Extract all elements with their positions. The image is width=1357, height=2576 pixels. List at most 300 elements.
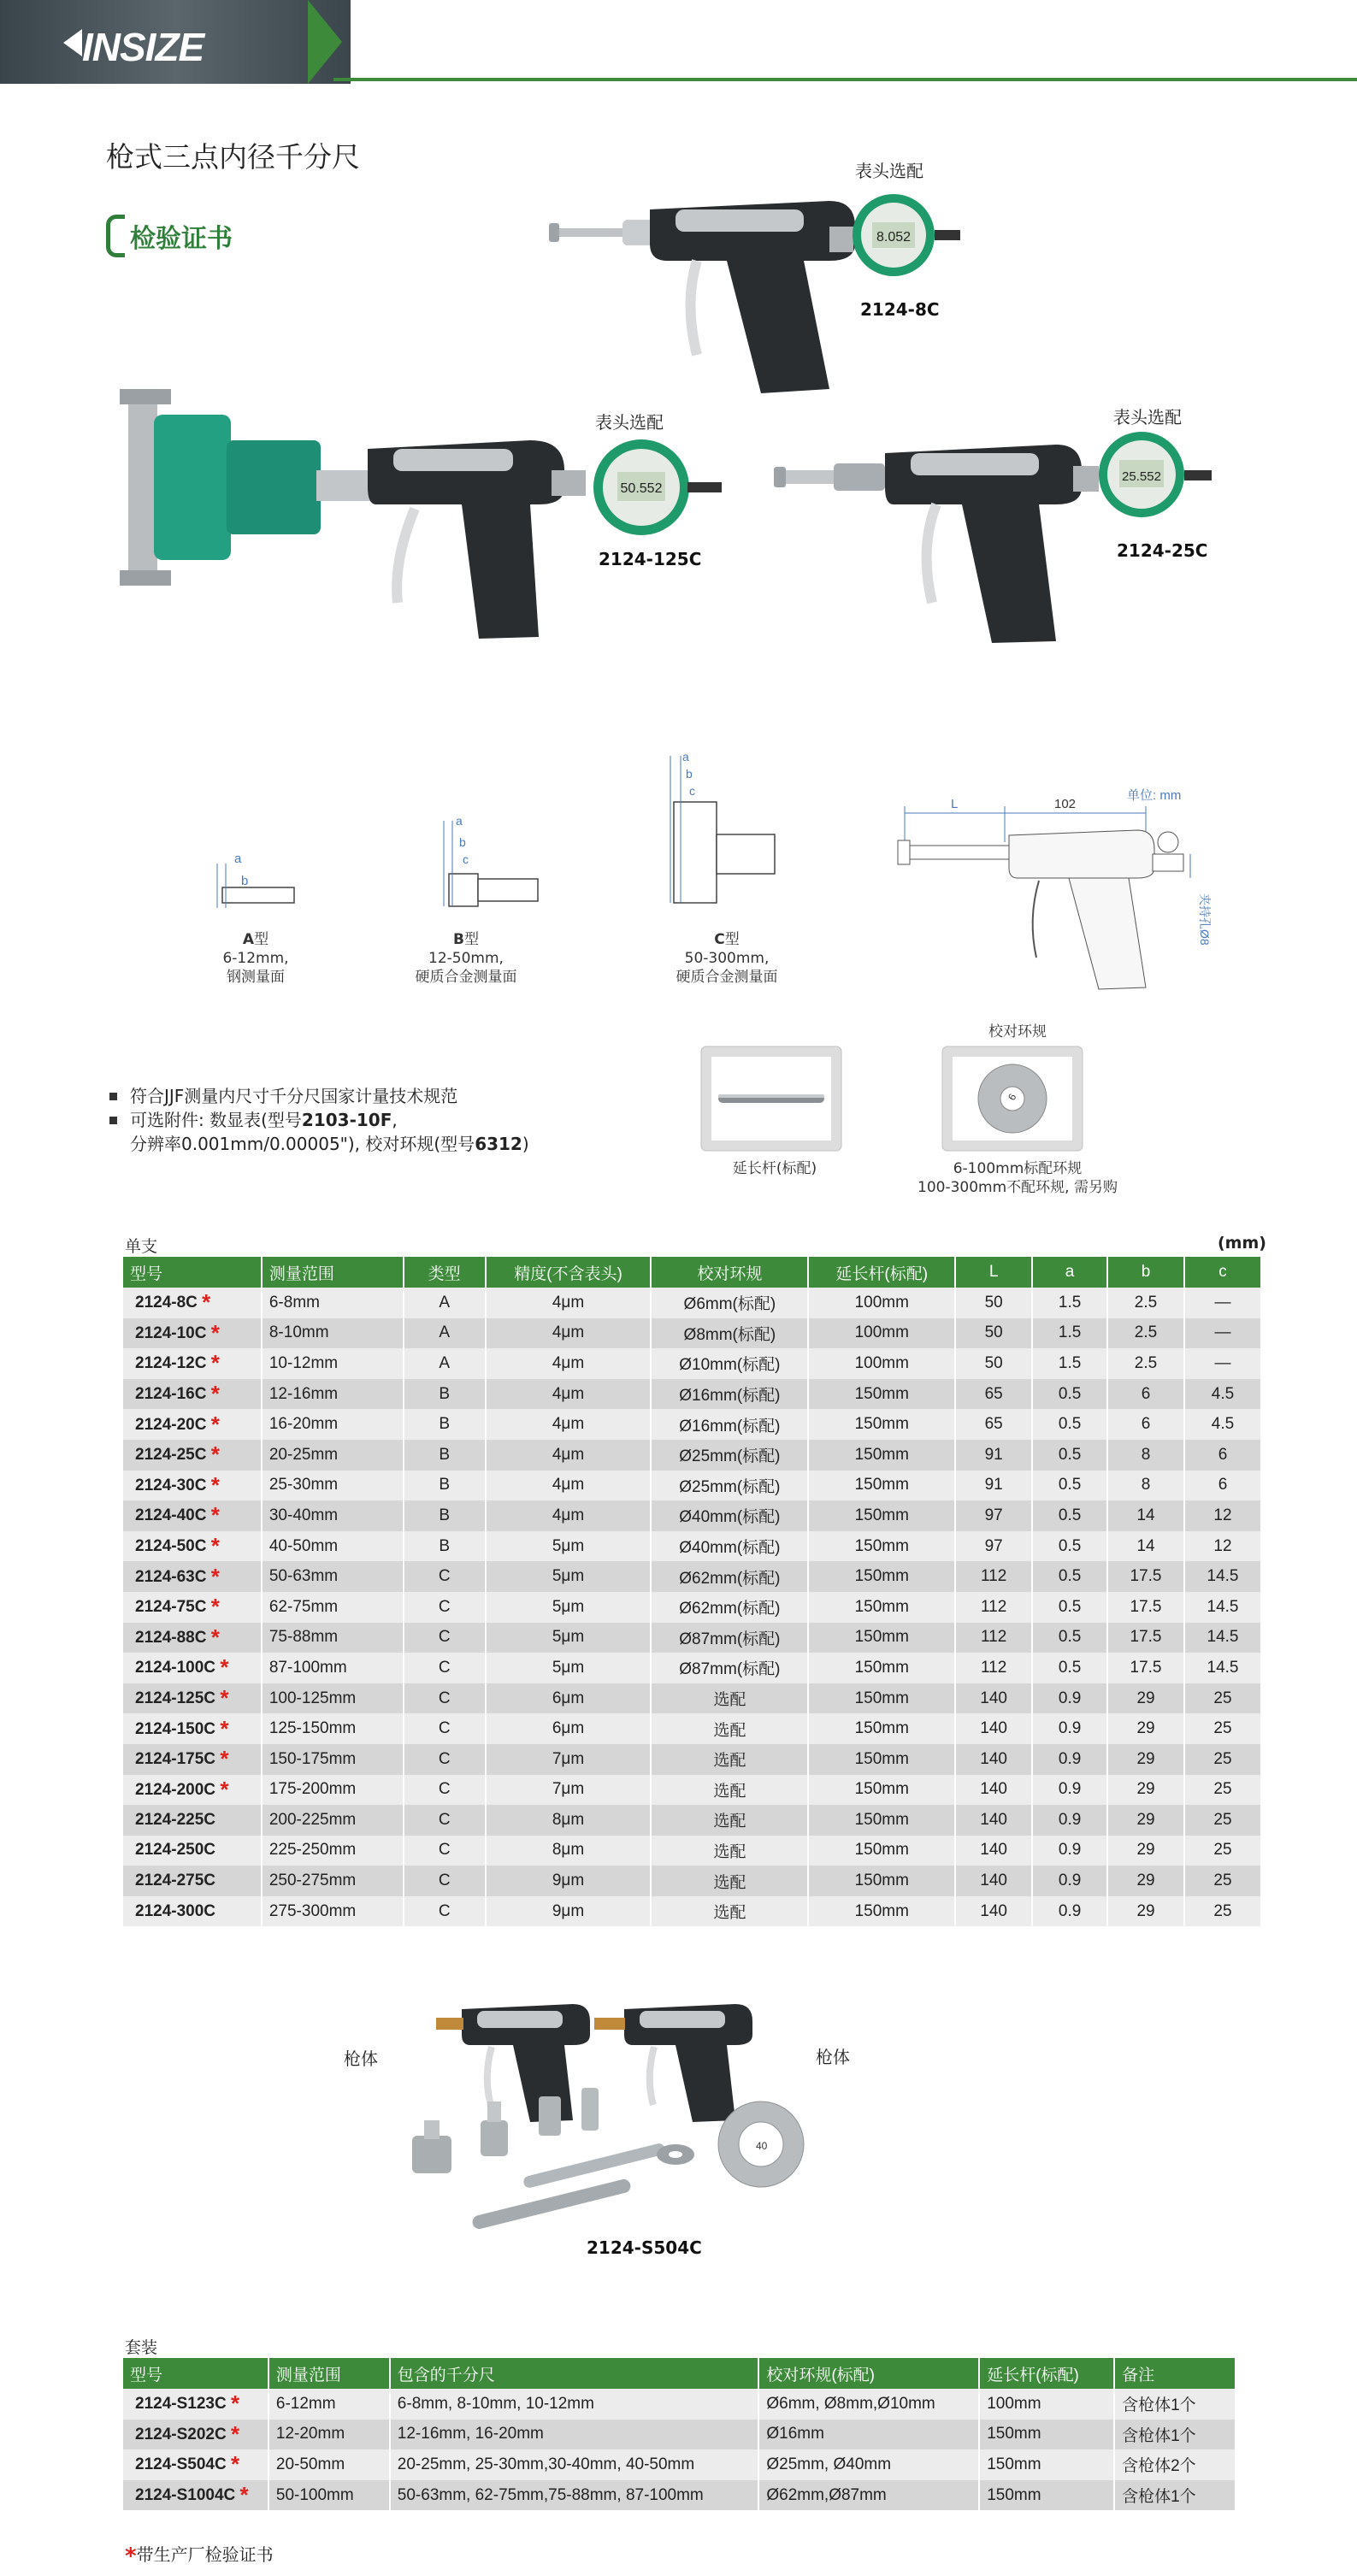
model-cell: 2124-40C * [123, 1500, 262, 1531]
table-cell: Ø62mm(标配) [651, 1592, 808, 1623]
certificate-star-icon: * [210, 1624, 220, 1650]
table-cell: 150mm [808, 1775, 955, 1806]
table-cell: 150mm [979, 2480, 1114, 2511]
single-spec-table [123, 1257, 1262, 1926]
svg-text:8.052: 8.052 [876, 230, 912, 245]
extension-rod-label: 延长杆(标配) [732, 1160, 817, 1177]
table-cell: 50 [955, 1318, 1032, 1349]
single-table-row [123, 1409, 1261, 1440]
table-cell: 20-25mm, 25-30mm,30-40mm, 40-50mm [390, 2449, 759, 2480]
table-cell: 17.5 [1107, 1592, 1184, 1623]
table-cell: 150mm [979, 2420, 1114, 2450]
table-cell: C [404, 1592, 486, 1623]
table-cell: 6 [1107, 1379, 1184, 1410]
table-cell: 选配 [651, 1805, 808, 1836]
kit-label-left: 枪体 [344, 2048, 378, 2069]
single-table-row [123, 1866, 1261, 1896]
table-cell: 4μm [486, 1440, 652, 1471]
table-cell: 125-150mm [262, 1713, 404, 1744]
type-c-diagram [658, 752, 778, 915]
ring-gauge-note: 6-100mm标配环规 100-300mm不配环规, 需另购 [917, 1160, 1118, 1196]
table-cell: 150mm [808, 1866, 955, 1896]
certificate-star-icon: * [210, 1319, 220, 1346]
table-cell: C [404, 1623, 486, 1653]
table-cell: 6μm [486, 1713, 652, 1744]
table-cell: 150mm [808, 1744, 955, 1775]
table-cell: 140 [955, 1805, 1032, 1836]
set-table-row [123, 2480, 1236, 2511]
single-table-row [123, 1561, 1261, 1592]
single-table-row [123, 1471, 1261, 1501]
svg-text:b: b [686, 767, 693, 781]
table-cell: 12 [1184, 1500, 1261, 1531]
model-cell: 2124-12C * [123, 1348, 262, 1379]
table-cell: 4μm [486, 1288, 652, 1318]
table-cell: 150mm [808, 1836, 955, 1866]
table-cell: 65 [955, 1409, 1032, 1440]
model-cell: 2124-16C * [123, 1379, 262, 1410]
table-cell: 62-75mm [262, 1592, 404, 1623]
svg-text:25.552: 25.552 [1122, 469, 1161, 484]
table-cell: 150mm [808, 1623, 955, 1653]
table-cell: C [404, 1653, 486, 1683]
table-cell: 140 [955, 1866, 1032, 1896]
table-cell: 20-25mm [262, 1440, 404, 1471]
certificate-star-icon: * [210, 1471, 220, 1498]
single-table-row [123, 1379, 1261, 1410]
type-c-caption: C型 50-300mm, 硬质合金测量面 [676, 931, 778, 986]
set-table-row [123, 2389, 1236, 2420]
table-cell: 30-40mm [262, 1500, 404, 1531]
table-cell: 14.5 [1184, 1653, 1261, 1683]
table-cell: 6-8mm, 8-10mm, 10-12mm [390, 2389, 759, 2420]
svg-text:102: 102 [1054, 797, 1077, 811]
table-cell: 25-30mm [262, 1471, 404, 1501]
single-table-row [123, 1500, 1261, 1531]
table-cell: C [404, 1896, 486, 1927]
table-cell: Ø87mm(标配) [651, 1653, 808, 1683]
table-cell: 8 [1107, 1440, 1184, 1471]
type-a-diagram [205, 846, 308, 915]
table-cell: 140 [955, 1896, 1032, 1927]
single-table-row [123, 1288, 1261, 1318]
table-cell: Ø10mm(标配) [651, 1348, 808, 1379]
table-cell: 150-175mm [262, 1744, 404, 1775]
table-cell: 含枪体1个 [1114, 2420, 1236, 2450]
table-cell: 14.5 [1184, 1561, 1261, 1592]
table-cell: 0.5 [1032, 1409, 1107, 1440]
set-spec-table [123, 2358, 1236, 2510]
table-cell: 140 [955, 1836, 1032, 1866]
table-cell: 29 [1107, 1683, 1184, 1714]
extension-rod-image [699, 1045, 843, 1152]
single-header-cell: 型号 [123, 1257, 262, 1288]
single-table-row [123, 1805, 1261, 1836]
table-cell: 100mm [979, 2389, 1114, 2420]
type-b-caption: B型 12-50mm, 硬质合金测量面 [415, 931, 517, 986]
svg-text:c: c [463, 852, 469, 866]
table-cell: 6 [1184, 1440, 1261, 1471]
table-cell: 4μm [486, 1409, 652, 1440]
table-cell: B [404, 1409, 486, 1440]
table-cell: Ø8mm(标配) [651, 1318, 808, 1349]
table-cell: 0.5 [1032, 1623, 1107, 1653]
table-cell: 91 [955, 1471, 1032, 1501]
table-cell: 16-20mm [262, 1409, 404, 1440]
single-table-row [123, 1348, 1261, 1379]
table-cell: 29 [1107, 1775, 1184, 1806]
table-cell: 150mm [808, 1896, 955, 1927]
table-cell: B [404, 1440, 486, 1471]
set-header-cell: 备注 [1114, 2358, 1236, 2389]
table-cell: — [1184, 1288, 1261, 1318]
model-cell: 2124-175C * [123, 1744, 262, 1775]
table-cell: 0.5 [1032, 1471, 1107, 1501]
set-table-caption: 套装 [125, 2338, 158, 2357]
brand-logo: INSIZE [82, 25, 204, 69]
table-cell: 100mm [808, 1288, 955, 1318]
table-cell: 0.5 [1032, 1440, 1107, 1471]
table-cell: 8μm [486, 1805, 652, 1836]
table-cell: 8-10mm [262, 1318, 404, 1349]
table-cell: 4.5 [1184, 1409, 1261, 1440]
table-cell: 6 [1107, 1409, 1184, 1440]
table-cell: 1.5 [1032, 1288, 1107, 1318]
certificate-star-icon: * [220, 1776, 229, 1802]
table-cell: 14.5 [1184, 1623, 1261, 1653]
table-cell: 100mm [808, 1318, 955, 1349]
table-cell: 0.5 [1032, 1531, 1107, 1562]
model-cell: 2124-25C * [123, 1440, 262, 1471]
table-cell: 4.5 [1184, 1379, 1261, 1410]
table-cell: 含枪体1个 [1114, 2480, 1236, 2511]
kit-2124-s504c-image [402, 1992, 829, 2231]
table-cell: A [404, 1288, 486, 1318]
table-cell: 0.5 [1032, 1653, 1107, 1683]
model-label-125c: 2124-125C [599, 549, 702, 569]
svg-text:a: a [682, 752, 689, 763]
single-table-row [123, 1592, 1261, 1623]
table-cell: 150mm [808, 1683, 955, 1714]
table-cell: 0.9 [1032, 1744, 1107, 1775]
table-cell: 1.5 [1032, 1348, 1107, 1379]
table-cell: Ø25mm, Ø40mm [758, 2449, 979, 2480]
table-cell: 50-63mm, 62-75mm,75-88mm, 87-100mm [390, 2480, 759, 2511]
certificate-star-icon: * [220, 1685, 229, 1712]
table-cell: 7μm [486, 1775, 652, 1806]
certificate-star-icon: * [220, 1715, 229, 1742]
table-cell: 112 [955, 1623, 1032, 1653]
table-cell: 0.9 [1032, 1805, 1107, 1836]
logo-arrow-icon [60, 26, 86, 60]
single-table-row [123, 1744, 1261, 1775]
table-cell: 7μm [486, 1744, 652, 1775]
table-cell: 100mm [808, 1348, 955, 1379]
table-cell: 选配 [651, 1836, 808, 1866]
table-cell: 97 [955, 1500, 1032, 1531]
table-cell: 150mm [808, 1805, 955, 1836]
table-cell: C [404, 1836, 486, 1866]
gun-dimension-drawing [889, 782, 1240, 996]
ring-gauge-title: 校对环规 [988, 1023, 1047, 1040]
set-table-header [123, 2358, 1236, 2389]
model-cell: 2124-225C [123, 1805, 262, 1836]
table-cell: 12-16mm, 16-20mm [390, 2420, 759, 2450]
table-cell: 0.5 [1032, 1500, 1107, 1531]
table-cell: 25 [1184, 1805, 1261, 1836]
gun-2124-25c-image [774, 419, 1236, 650]
set-header-cell: 校对环规(标配) [758, 2358, 979, 2389]
table-cell: 40-50mm [262, 1531, 404, 1562]
option-label-8c: 表头选配 [855, 161, 923, 181]
table-cell: B [404, 1500, 486, 1531]
single-table-row [123, 1836, 1261, 1866]
svg-text:单位: mm: 单位: mm [1127, 788, 1182, 803]
table-cell: 97 [955, 1531, 1032, 1562]
table-cell: C [404, 1744, 486, 1775]
model-cell: 2124-S123C * [123, 2389, 268, 2420]
page-title: 枪式三点内径千分尺 [106, 140, 360, 174]
table-cell: 140 [955, 1744, 1032, 1775]
table-cell: 25 [1184, 1896, 1261, 1927]
model-cell: 2124-50C * [123, 1531, 262, 1562]
table-cell: Ø16mm(标配) [651, 1409, 808, 1440]
certificate-star-icon: * [230, 2420, 240, 2447]
table-cell: 0.5 [1032, 1561, 1107, 1592]
certificate-star-icon: * [210, 1381, 220, 1407]
table-cell: 50-100mm [268, 2480, 390, 2511]
table-cell: Ø87mm(标配) [651, 1623, 808, 1653]
table-cell: 29 [1107, 1866, 1184, 1896]
certificate-star-icon: * [210, 1350, 220, 1376]
single-table-unit: (mm) [1218, 1234, 1266, 1253]
table-cell: 6 [1184, 1471, 1261, 1501]
model-cell: 2124-75C * [123, 1592, 262, 1623]
dial-2124-125c-image [590, 436, 727, 556]
table-cell: 14 [1107, 1500, 1184, 1531]
table-cell: 0.9 [1032, 1836, 1107, 1866]
svg-text:c: c [689, 784, 695, 798]
table-cell: 140 [955, 1683, 1032, 1714]
svg-text:a: a [456, 814, 463, 828]
header-chevron [308, 0, 342, 84]
single-table-row [123, 1683, 1261, 1714]
single-header-cell: L [955, 1257, 1032, 1288]
table-cell: 选配 [651, 1683, 808, 1714]
table-cell: 25 [1184, 1744, 1261, 1775]
table-cell: Ø25mm(标配) [651, 1440, 808, 1471]
single-header-cell: 延长杆(标配) [808, 1257, 955, 1288]
table-cell: 0.5 [1032, 1592, 1107, 1623]
table-cell: 4μm [486, 1318, 652, 1349]
model-cell: 2124-S202C * [123, 2420, 268, 2450]
single-header-cell: 测量范围 [262, 1257, 404, 1288]
certificate-star-icon: * [239, 2482, 249, 2508]
table-cell: 150mm [808, 1531, 955, 1562]
table-cell: 150mm [808, 1500, 955, 1531]
table-cell: 50 [955, 1288, 1032, 1318]
table-cell: 9μm [486, 1896, 652, 1927]
model-cell: 2124-125C * [123, 1683, 262, 1714]
svg-text:a: a [234, 852, 242, 866]
table-cell: Ø6mm, Ø8mm,Ø10mm [758, 2389, 979, 2420]
table-cell: 8μm [486, 1836, 652, 1866]
table-cell: 选配 [651, 1713, 808, 1744]
table-cell: 25 [1184, 1713, 1261, 1744]
table-cell: 150mm [808, 1379, 955, 1410]
table-cell: 4μm [486, 1500, 652, 1531]
table-cell: 29 [1107, 1713, 1184, 1744]
table-cell: A [404, 1318, 486, 1349]
kit-label-right: 枪体 [816, 2047, 850, 2067]
option-label-25c: 表头选配 [1113, 407, 1182, 427]
table-cell: 14 [1107, 1531, 1184, 1562]
table-cell: 选配 [651, 1866, 808, 1896]
table-cell: B [404, 1471, 486, 1501]
single-header-cell: c [1184, 1257, 1261, 1288]
table-cell: 225-250mm [262, 1836, 404, 1866]
table-cell: — [1184, 1348, 1261, 1379]
table-cell: 175-200mm [262, 1775, 404, 1806]
note-optional: 可选附件: 数显表(型号2103-10F, [109, 1108, 529, 1132]
table-cell: 6-8mm [262, 1288, 404, 1318]
table-cell: 20-50mm [268, 2449, 390, 2480]
table-cell: 29 [1107, 1805, 1184, 1836]
certificate-star-icon: * [210, 1533, 220, 1559]
table-cell: C [404, 1683, 486, 1714]
svg-text:夹持孔Ø8: 夹持孔Ø8 [1198, 893, 1212, 946]
set-header-cell: 包含的千分尺 [390, 2358, 759, 2389]
single-table-row [123, 1775, 1261, 1806]
table-cell: Ø62mm,Ø87mm [758, 2480, 979, 2511]
svg-text:L: L [951, 797, 959, 811]
table-cell: C [404, 1866, 486, 1896]
table-cell: B [404, 1379, 486, 1410]
single-header-cell: 类型 [404, 1257, 486, 1288]
model-cell: 2124-150C * [123, 1713, 262, 1744]
table-cell: 91 [955, 1440, 1032, 1471]
table-cell: 10-12mm [262, 1348, 404, 1379]
table-cell: 100-125mm [262, 1683, 404, 1714]
table-cell: 50-63mm [262, 1561, 404, 1592]
svg-text:50.552: 50.552 [620, 481, 663, 496]
table-cell: 5μm [486, 1561, 652, 1592]
table-cell: Ø40mm(标配) [651, 1500, 808, 1531]
table-cell: 150mm [808, 1592, 955, 1623]
table-cell: 5μm [486, 1623, 652, 1653]
type-a-caption: A型 6-12mm, 钢测量面 [222, 931, 289, 986]
table-cell: 150mm [808, 1561, 955, 1592]
option-label-125c: 表头选配 [595, 412, 664, 433]
table-cell: 150mm [808, 1409, 955, 1440]
certificate-star-icon: * [210, 1441, 220, 1468]
table-cell: Ø6mm(标配) [651, 1288, 808, 1318]
table-cell: 150mm [808, 1440, 955, 1471]
table-cell: C [404, 1713, 486, 1744]
table-cell: 选配 [651, 1744, 808, 1775]
gun-2124-8c-image [547, 175, 975, 398]
table-cell: 4μm [486, 1379, 652, 1410]
model-cell: 2124-S1004C * [123, 2480, 268, 2511]
single-table-row [123, 1653, 1261, 1683]
table-cell: 9μm [486, 1866, 652, 1896]
table-cell: 150mm [808, 1653, 955, 1683]
model-cell: 2124-88C * [123, 1623, 262, 1653]
certificate-bracket-icon [106, 215, 125, 257]
model-cell: 2124-275C [123, 1866, 262, 1896]
set-header-cell: 型号 [123, 2358, 268, 2389]
table-cell: 250-275mm [262, 1866, 404, 1896]
single-table-header [123, 1257, 1261, 1288]
certificate-star-icon: * [210, 1411, 220, 1437]
model-cell: 2124-100C * [123, 1653, 262, 1683]
table-cell: 25 [1184, 1775, 1261, 1806]
table-cell: 112 [955, 1653, 1032, 1683]
table-cell: 0.9 [1032, 1683, 1107, 1714]
table-cell: 0.9 [1032, 1866, 1107, 1896]
table-cell: 140 [955, 1713, 1032, 1744]
model-cell: 2124-30C * [123, 1471, 262, 1501]
model-cell: 2124-63C * [123, 1561, 262, 1592]
table-cell: 12 [1184, 1531, 1261, 1562]
table-cell: C [404, 1775, 486, 1806]
model-cell: 2124-250C [123, 1836, 262, 1866]
table-cell: Ø16mm [758, 2420, 979, 2450]
table-cell: 14.5 [1184, 1592, 1261, 1623]
table-cell: 2.5 [1107, 1318, 1184, 1349]
set-table-row [123, 2420, 1236, 2450]
single-table-row [123, 1896, 1261, 1927]
table-cell: 0.5 [1032, 1379, 1107, 1410]
table-cell: Ø40mm(标配) [651, 1531, 808, 1562]
table-cell: 75-88mm [262, 1623, 404, 1653]
single-table-row [123, 1318, 1261, 1349]
single-header-cell: 精度(不含表头) [486, 1257, 652, 1288]
table-cell: 5μm [486, 1531, 652, 1562]
table-cell: 12-16mm [262, 1379, 404, 1410]
table-cell: 150mm [979, 2449, 1114, 2480]
table-cell: A [404, 1348, 486, 1379]
table-cell: 12-20mm [268, 2420, 390, 2450]
table-cell: 150mm [808, 1713, 955, 1744]
single-table-row [123, 1713, 1261, 1744]
table-cell: 0.9 [1032, 1775, 1107, 1806]
table-cell: 0.9 [1032, 1896, 1107, 1927]
feature-notes [109, 1084, 529, 1156]
certificate-badge: 检验证书 [106, 212, 233, 260]
certificate-star-icon: * [210, 1594, 220, 1620]
table-cell: 87-100mm [262, 1653, 404, 1683]
table-cell: C [404, 1805, 486, 1836]
model-cell: 2124-8C * [123, 1288, 262, 1318]
table-cell: 150mm [808, 1471, 955, 1501]
table-cell: 50 [955, 1348, 1032, 1379]
table-cell: 选配 [651, 1896, 808, 1927]
table-cell: 29 [1107, 1744, 1184, 1775]
model-cell: 2124-300C [123, 1896, 262, 1927]
table-cell: 112 [955, 1592, 1032, 1623]
table-cell: Ø62mm(标配) [651, 1561, 808, 1592]
table-cell: 5μm [486, 1653, 652, 1683]
single-header-cell: a [1032, 1257, 1107, 1288]
single-table-row [123, 1531, 1261, 1562]
table-cell: Ø16mm(标配) [651, 1379, 808, 1410]
single-header-cell: b [1107, 1257, 1184, 1288]
table-cell: 2.5 [1107, 1288, 1184, 1318]
model-cell: 2124-200C * [123, 1775, 262, 1806]
svg-text:40: 40 [756, 2140, 768, 2152]
table-cell: 29 [1107, 1836, 1184, 1866]
